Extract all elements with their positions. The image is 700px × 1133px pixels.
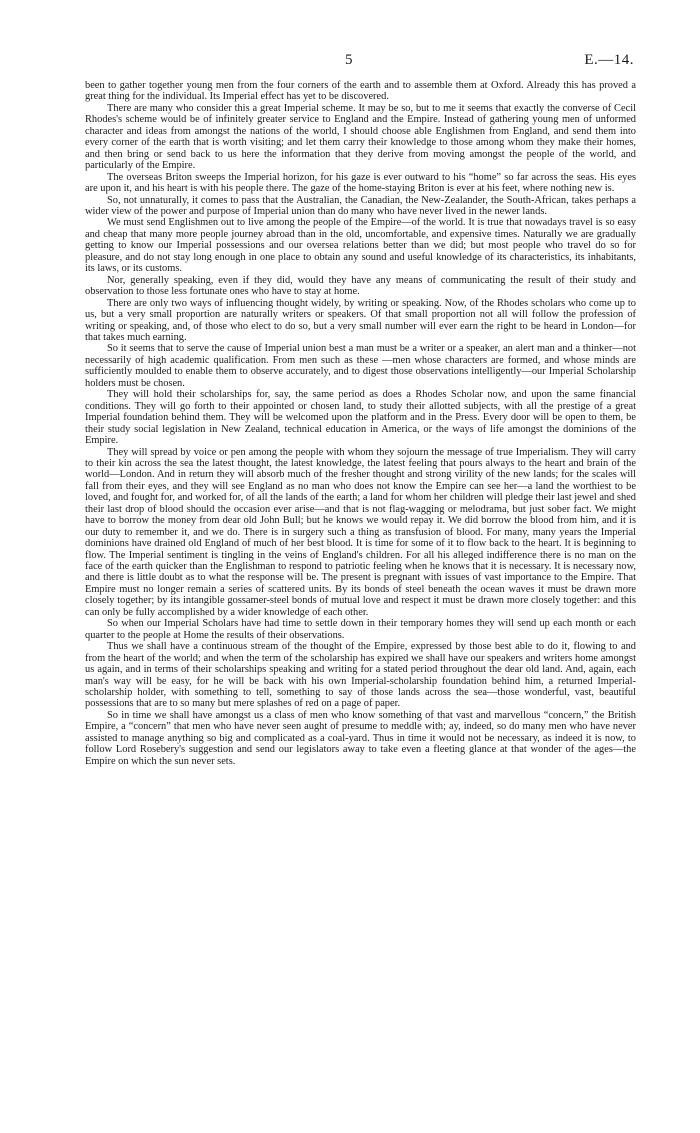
page-number: 5 <box>345 52 353 68</box>
paragraph: So in time we shall have amongst us a class of men who know something of that vast and marvellous “concern,” the British Empire, a “concern” that men who have never seen aught of presume to meddle with; ay, indeed, so do many men who have never assisted to manage anything so big and complicated as a coal-yard. Thus in time it would not be necessary, as indeed it is now, to follow Lord Rosebery's suggestion and send our legislators away to take even a fleeting glance at that wonder of the ages—the Empire on which the sun never sets. <box>85 709 636 767</box>
body-text <box>85 80 636 767</box>
paragraph: So it seems that to serve the cause of Imperial union best a man must be a writer or a speaker, an alert man and a thinker—not necessarily of high academic qualification. From men such as these —men whose characters are formed, and whose minds are sufficiently moulded to enable them to observe accurately, and to digest those observations intelligently—our Imperial Scholarship holders must be chosen. <box>85 343 636 389</box>
paragraph: They will hold their scholarships for, say, the same period as does a Rhodes Scholar now, and upon the same financial conditions. They will go forth to their appointed or chosen land, to study their allotted subjects, with all the prestige of a great Imperial foundation behind them. They will be welcomed upon the platform and in the Press. Every door will be open to them, be their study social legislation in New Zealand, technical education in America, or the ways of life amongst the dominions of the Empire. <box>85 389 636 447</box>
section-reference: E.—14. <box>584 52 634 68</box>
paragraph: There are many who consider this a great Imperial scheme. It may be so, but to me it seems that exactly the converse of Cecil Rhodes's scheme would be of infinitely greater service to England and the Empire. Instead of gathering young men of unformed character and ideas from amongst the nations of the world, I should choose able Englishmen from England, and send them into every corner of the earth that is worth visiting; and let them carry their knowledge to those among whom they make their homes, and then bring or send back to us here the information that they derive from moving amongst the people of the world, and particularly of the Empire. <box>85 102 636 172</box>
paragraph: So when our Imperial Scholars have had time to settle down in their temporary homes they will send up each month or each quarter to the people at Home the results of their observations. <box>85 618 636 641</box>
paragraph: They will spread by voice or pen among the people with whom they sojourn the message of true Imperialism. They will carry to their kin across the sea the latest thought, the latest knowledge, the latest feeling that pours always to the heart and brain of the world—London. And in return they will absorb much of the fresher thought and strong virility of the new lands; for the scales will fall from their eyes, and they will see England as no man who does not know the Empire can see her—a land the worthiest to be loved, and fought for, and worked for, of all the lands of the earth; a land for whom her children will pledge their last jewel and shed their last drop of blood should the occasion ever arise—and that is not flag-wagging or melodrama, but just sober fact. We might have to borrow the money from dear old John Bull; but he knows we would repay it. We did borrow the blood from him, and it is our duty to remember it, and we do. There is in surgery such a thing as transfusion of blood. For many, many years the Imperial dominions have drained old England of much of her best blood. It is time for some of it to flow back to the heart. It is beginning to flow. The Imperial sentiment is tingling in the veins of England's children. For all his alleged indifference there is no man on the face of the earth quicker than the Englishman to respond to patriotic feeling when he knows that it is necessary. It is necessary now, and there is little doubt as to what the response will be. The present is pregnant with issues of vast importance to the Empire. That Empire must no longer remain a series of scattered units. By its bonds of steel beneath the ocean waves it must be drawn more closely together; by its intangible gossamer-steel bonds of mutual love and respect it must be drawn more closely together: and this can only be fully accomplished by a wider knowledge of each other. <box>85 446 636 618</box>
paragraph: There are only two ways of influencing thought widely, by writing or speaking. Now, of the Rhodes scholars who come up to us, but a very small proportion are naturally writers or speakers. Of that small proportion not all will follow the profession of writing or speaking, and, of those who elect to do so, but a very small number will ever earn the right to be heard in London—for that takes much earning. <box>85 297 636 343</box>
paragraph: We must send Englishmen out to live among the people of the Empire—of the world. It is true that nowadays travel is so easy and cheap that many more people journey abroad than in the old, uncomfortable, and expensive times. Naturally we are gradually getting to know our Imperial possessions and our oversea relations better than we did; but most people who travel do so for pleasure, and do not stay long enough in one place to obtain any sound and useful knowledge of its characteristics, its inhabitants, its laws, or its customs. <box>85 217 636 275</box>
paragraph: So, not unnaturally, it comes to pass that the Australian, the Canadian, the New-Zealander, the South-African, takes perhaps a wider view of the power and purpose of Imperial union than do many who have never lived in the newer lands. <box>85 194 636 217</box>
paragraph: The overseas Briton sweeps the Imperial horizon, for his gaze is ever outward to his “home” so far across the seas. His eyes are upon it, and his heart is with his people there. The gaze of the home-staying Briton is ever at his feet, where nothing new is. <box>85 171 636 195</box>
paragraph: been to gather together young men from the four corners of the earth and to assemble them at Oxford. Already this has proved a great thing for the individual. Its Imperial effect has yet to be discovered. <box>85 80 636 103</box>
page-header <box>0 52 700 72</box>
paragraph: Thus we shall have a continuous stream of the thought of the Empire, expressed by those best able to do it, flowing to and from the heart of the world; and when the term of the scholarship has expired we shall have our speakers and writers home amongst us again, and in terms of their scholarships speaking and writing for a stated period throughout the dear old land. And, again, each man's way will be easy, for he will be back with his own Imperial-scholarship foundation behind him, a returned Imperial-scholarship holder, with something to tell, something to say of those lands across the sea—those wonderful, vast, beautiful possessions that are to so many but mere splashes of red on a page of paper. <box>85 641 636 710</box>
paragraph: Nor, generally speaking, even if they did, would they have any means of communicating the result of their study and observation to those less fortunate ones who have to stay at home. <box>85 274 636 298</box>
